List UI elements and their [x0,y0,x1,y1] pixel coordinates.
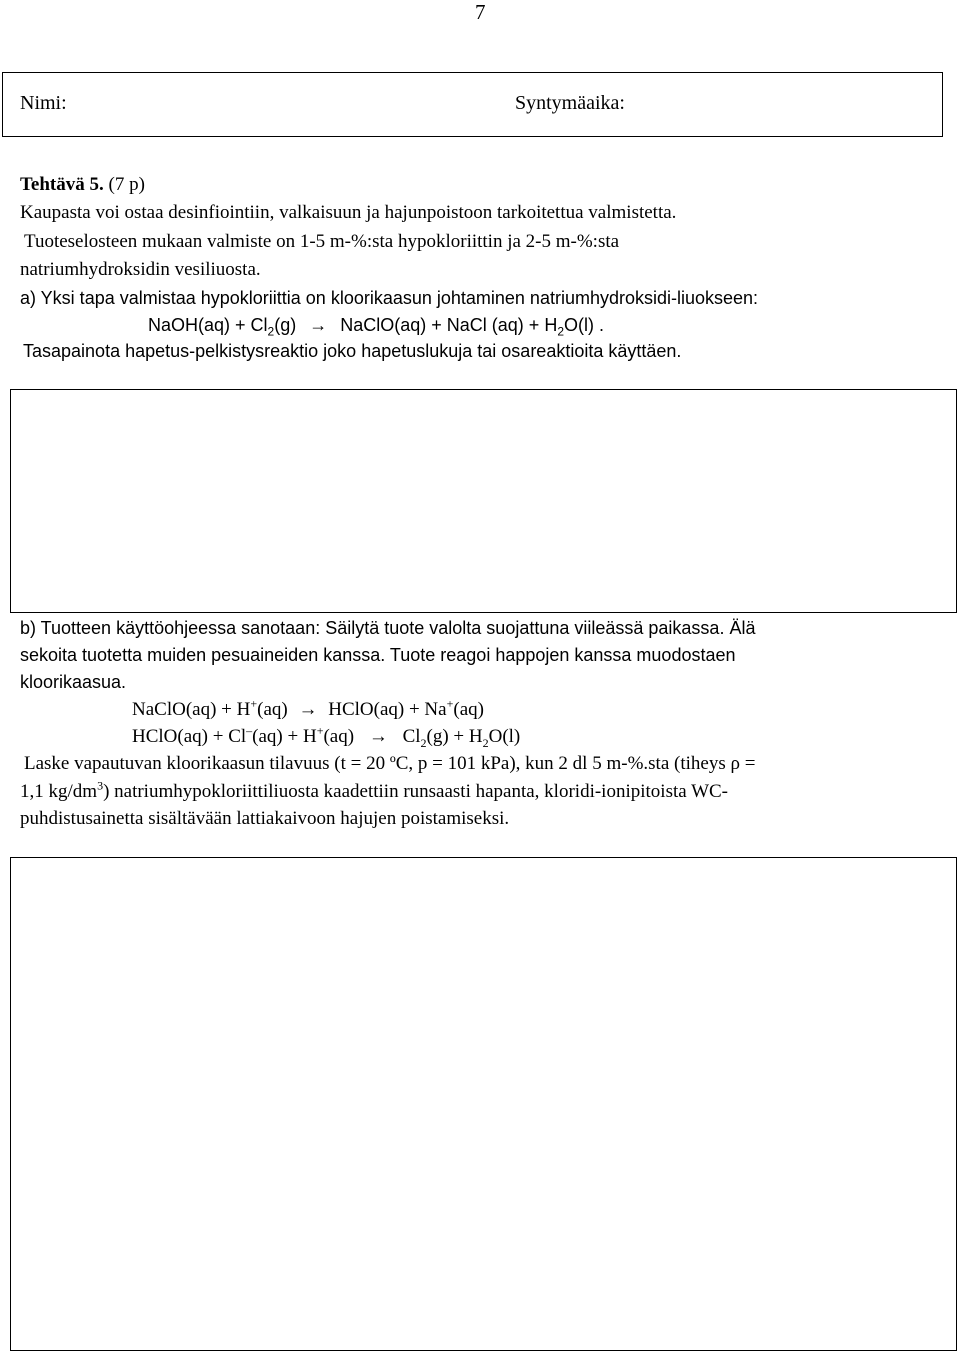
part-a-instruction: Tasapainota hapetus-pelkistysreaktio joko hapetuslukuja tai osareaktioita käyttäen. [23,341,682,361]
task-heading [20,174,145,196]
birthdate-label: Syntymäaika: [515,92,625,114]
part-b-question-line-3: puhdistusainetta sisältävään lattiakaivoon hajujen poistamiseksi. [20,808,510,829]
intro-line-3: natriumhydroksidin vesiliuosta. [20,259,261,280]
name-label: Nimi: [20,92,67,114]
part-b-question-line-1: Laske vapautuvan kloorikaasun tilavuus (t = 20 ºC, p = 101 kPa), kun 2 dl 5 m-%.sta (tiheys ρ = [24,753,756,774]
part-b-question-line-2: 1,1 $kg/dm^3$) natriumhypokloriittiliuosta kaadettiin runsaasti hapanta, kloridi-ionipitoista WC- [20,778,729,802]
part-a-text: a) Yksi tapa valmistaa hypokloriittia on kloorikaasun johtaminen natriumhydroksidi-liuokseen: [20,288,759,308]
reaction-arrow-icon: → [368,726,388,747]
intro-line-2: Tuoteselosteen mukaan valmiste on 1-5 m-%:sta hypokloriittin ja 2-5 m-%:sta [24,231,620,252]
part-b-line-2: sekoita tuotetta muiden pesuaineiden kanssa. Tuote reagoi happojen kanssa muodostaen [20,645,736,665]
name-header-box [2,72,943,137]
intro-line-1: Kaupasta voi ostaa desinfiointiin, valkaisuun ja hajunpoistoon tarkoitettua valmistetta. [20,202,677,223]
part-a-equation: NaOH(aq) + $Cl_2(g)$ → NaClO(aq) + NaCl $(aq) + H_2O(l)$ . [148,315,605,339]
answer-box-a[interactable] [10,389,957,613]
task-title: Tehtävä 5. [20,174,104,195]
page-number: 7 [475,0,486,24]
answer-box-b[interactable] [10,857,957,1351]
part-b-equation-2: HClO(aq) + $Cl^-(aq) + H^+(aq) \to Cl_2(g) + H_2O(l)$ [132,723,521,750]
part-b-line-3: kloorikaasua. [20,672,127,692]
part-b-equation-1: NaClO(aq) + H+(aq) → HClO(aq) + Na+(aq) [132,696,484,720]
reaction-arrow-icon: → [309,315,328,335]
reaction-arrow-icon: → [298,699,318,720]
task-points: (7 p) [108,174,145,195]
part-b-line-1: b) Tuotteen käyttöohjeessa sanotaan: Säilytä tuote valolta suojattuna viileässä paikassa. Älä [20,618,756,638]
